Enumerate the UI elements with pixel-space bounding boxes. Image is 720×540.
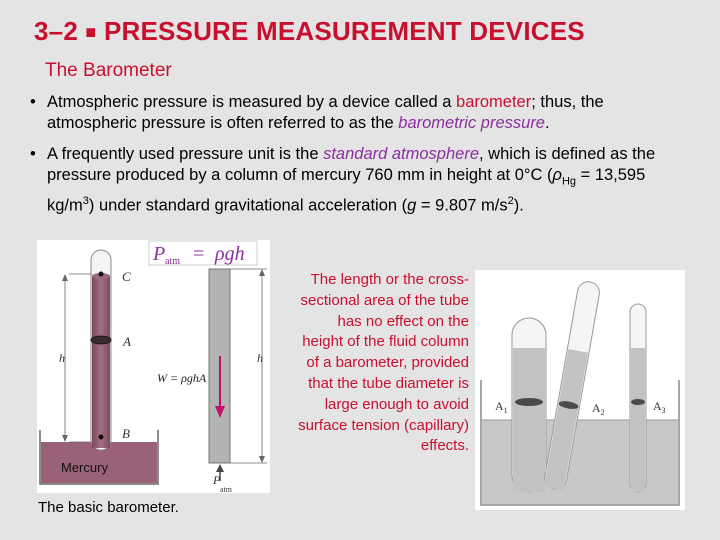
bullet-dot-icon: • <box>30 93 36 111</box>
bullet-item-2 <box>30 144 695 216</box>
hg-subscript: Hg <box>561 174 577 187</box>
tube-3-mercury <box>631 348 645 492</box>
point-c-dot <box>99 272 104 277</box>
section-number: 3–2 <box>34 16 78 46</box>
basic-barometer-figure <box>37 240 270 493</box>
slide-subtitle: The Barometer <box>45 60 172 81</box>
text-segment: = 13,595 kg/m <box>47 165 646 215</box>
formula-atm-sub: atm <box>165 256 180 267</box>
bullet-text-1 <box>47 92 695 133</box>
label-c: C <box>122 269 131 284</box>
text-segment: . <box>545 113 550 132</box>
area-a3-disc <box>631 399 645 405</box>
text-segment: = 9.807 m/s <box>416 196 508 215</box>
formula-p: P <box>153 243 166 265</box>
figure-caption: The basic barometer. <box>38 499 179 516</box>
label-patm: P <box>213 473 221 487</box>
text-segment: Atmospheric pressure is measured by a device called a <box>47 93 457 111</box>
area-a-disc <box>91 336 111 344</box>
label-patm-sub: atm <box>220 485 232 493</box>
mercury-column <box>92 276 110 448</box>
square-bullet-icon: ■ <box>85 22 97 42</box>
heading-text: PRESSURE MEASUREMENT DEVICES <box>103 16 585 46</box>
g-symbol: g <box>407 196 417 215</box>
bullet-dot-icon: • <box>30 145 36 163</box>
label-a: A <box>123 334 131 349</box>
mercury-pool <box>482 420 678 504</box>
superscript: 3 <box>82 195 89 208</box>
formula-eq: = <box>193 243 205 265</box>
bullet-item-1 <box>30 92 695 133</box>
rho-symbol: ρ <box>552 165 562 184</box>
label-weight: W = ρghA <box>157 371 207 385</box>
tube-1-mercury <box>513 348 545 492</box>
three-barometers-figure <box>475 270 685 510</box>
keyword-barometric-pressure: barometric pressure <box>398 113 545 132</box>
text-segment: , which is defined as the pressure produced by a column of mercury 760 mm in height at 0°C ( <box>47 145 656 184</box>
area-a1-disc <box>515 398 543 406</box>
side-note: The length or the cross-sectional area of the tube has no effect on the height of the fluid column of a barometer, provided that the tube diameter is large enough to avoid surface tension (capillary) effects. <box>298 271 469 455</box>
label-a3: $A_3$ <box>653 399 666 415</box>
bullet-text-2 <box>47 144 695 216</box>
label-mercury: Mercury <box>61 460 108 475</box>
label-a1: $A_1$ <box>495 399 508 415</box>
text-segment: ) under standard gravitational acceleration ( <box>88 196 408 215</box>
keyword-standard-atmosphere: standard atmosphere <box>323 145 480 163</box>
slide-title <box>34 16 585 47</box>
formula-rhs: ρgh <box>215 243 245 265</box>
text-segment: ; thus, the atmospheric pressure is often referred to as the <box>47 93 604 132</box>
superscript: 2 <box>507 195 514 208</box>
text-segment: ). <box>513 196 524 215</box>
label-h-left: h <box>59 351 65 365</box>
text-segment: A frequently used pressure unit is the <box>47 145 324 163</box>
label-h-right: h <box>257 351 263 365</box>
keyword-barometer: barometer <box>456 93 532 111</box>
label-b: B <box>122 426 130 441</box>
label-a2: $A_2$ <box>592 401 605 417</box>
point-b-dot <box>99 435 104 440</box>
